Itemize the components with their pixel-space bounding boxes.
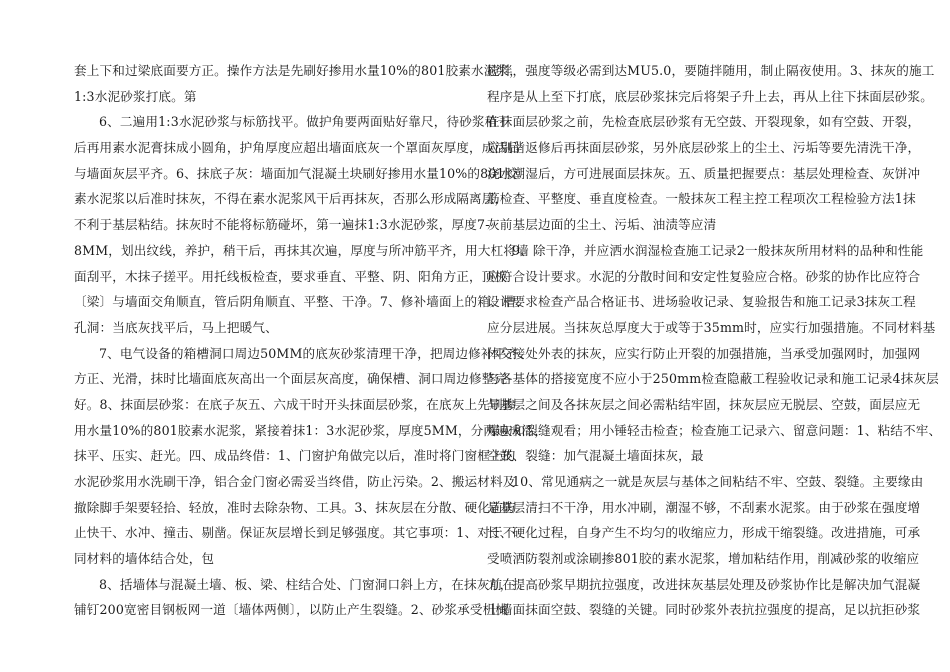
left-text-line: 孔洞：当底灰找平后，马上把暖气、 (74, 319, 278, 335)
left-text-line: 同材料的墙体结合处，包 (74, 551, 215, 567)
right-text-line: 土墙面抹面空鼓、裂缝的关键。同时砂浆外表抗拉强度的提高，足以抗拒砂浆 (487, 602, 921, 618)
right-text-line: 程序是从上至下打底，底层砂浆抹完后将架子升上去，再从上往下抹面层砂浆。 (487, 88, 934, 104)
left-text-line: 抹平、压实、赶光。四、成品终借：1、门窗护角做完以后，准时将门窗框上的 (74, 448, 516, 464)
right-text-line: 9、除干净，并应洒水润湿检查施工记录2一般抹灰所用材料的品种和性能 (512, 242, 924, 258)
left-text-line: 素水泥浆以后准时抹灰，不得在素水泥浆风干后再抹灰，否那么形成隔离层， (74, 191, 508, 207)
left-text-line: 8、括墙体与混凝土墙、板、梁、柱结合处、门窗洞口斜上方，在抹灰前在 (99, 576, 515, 592)
left-text-line: 水泥砂浆用水洗刷干净，铝合金门窗必需妥当终借，防止污染。2、搬运材料及 (74, 474, 516, 489)
left-text-line: 后再用素水泥膏抹成小圆角，护角厚度应超出墙面底灰一个罩面灰厚度，成活后 (74, 140, 521, 156)
right-text-line: 应剔凿返修后再抹面层砂浆，另外底层砂浆上的尘土、污垢等要先清洗干净， (487, 140, 921, 156)
right-text-line: 应分层进展。当抹灰总厚度大于或等于35mm时，应实行加强措施。不同材料基 (487, 319, 936, 335)
right-text-line: 是基层清扫不干净，用水冲刷，潮湿不够，不刮素水泥浆。由于砂浆在强度增 (487, 499, 921, 515)
right-text-line: 与基层之间及各抹灰层之间必需粘结牢固，抹灰层应无脱层、空鼓，面层应无 (487, 396, 921, 412)
left-text-line: 1:3水泥砂浆打底。第 (74, 88, 197, 104)
left-text-line: 好。8、抹面层砂浆：在底子灰五、六成干时开头抹面层砂浆，在底灰上先刷掺 (74, 396, 516, 412)
left-text-line: 6、二遍用1:3水泥砂浆与标筋找平。做护角要两面贴好靠尺，待砂浆稍干 (99, 114, 511, 130)
left-text-line: 面刮平，木抹子搓平。用托线板检查，要求垂直、平整、阴、阳角方正，顶板 (74, 268, 508, 284)
right-text-line: 与各基体的搭接宽度不应小于250mm检查隐蔽工程验收记录和施工记录4抹灰层 (487, 371, 939, 387)
right-text-line: 长、硬化过程，自身产生不均匀的收缩应力，形成干缩裂缝。改进措施，可承 (487, 525, 921, 541)
right-text-column (487, 58, 942, 623)
left-text-line: 套上下和过梁底面要方正。操作方法是先刷好掺用水量10%的801胶素水泥浆， (74, 63, 522, 78)
left-text-line: 与墙面灰层平齐。6、抹底子灰：墙面加气混凝土块刷好掺用水量10%的801胶 (74, 165, 518, 181)
right-text-line: 设计要求检查产品合格证书、进场验收记录、复验报告和施工记录3抹灰工程 (487, 294, 916, 310)
left-text-line: 〔梁〕与墙面交角顺直，管后阴角顺直、平整、干净。7、修补墙面上的箱、槽、 (74, 294, 529, 310)
right-text-line: 空鼓、裂缝：加气混凝土墙面抹灰，最 (487, 448, 704, 464)
left-text-line: 止快干、水冲、撞击、剔凿。保证灰层增长到足够强度。其它事项：1、对于不 (74, 525, 516, 541)
right-text-line: 10、常见通病之一就是灰层与基体之间粘结不牢、空鼓、裂缝。主要缘由 (512, 474, 924, 489)
left-text-line: 7、电气设备的箱槽洞口周边50MM的底灰砂浆清理干净，把周边修补平齐、 (99, 345, 532, 361)
right-text-line: 爆灰和裂缝观看；用小锤轻击检查；检查施工记录六、留意问题：1、粘结不牢、 (487, 422, 942, 438)
right-text-line: 浇水潮湿后，方可进展面层抹灰。五、质量把握要点：基层处理检查、灰饼冲 (487, 165, 921, 181)
right-text-line: 灰前基层边面的尘土、污垢、油渍等应清 (487, 217, 717, 233)
left-text-line: 用水量10%的801胶素水泥浆，紧接着抹1：3水泥砂浆，厚度5MM，分两遍成活， (74, 422, 548, 438)
right-text-line: 在抹面层砂浆之前，先检查底层砂浆有无空鼓、开裂现象，如有空鼓、开裂， (487, 114, 921, 130)
right-text-line: 体交接处外表的抹灰，应实行防止开裂的加强措施，当承受加强网时，加强网 (487, 345, 921, 361)
right-text-line: 搅拌，强度等级必需到达MU5.0，要随拌随用，制止隔夜使用。3、抹灰的施工 (487, 63, 935, 78)
left-text-line: 撤除脚手架要轻拾、轻放，准时去除杂物、工具。3、抹灰层在分散、硬化前防 (74, 499, 516, 515)
left-text-line: 方正、光滑，抹时比墙面底灰高出一个面层灰高度，确保槽、洞口周边修整完 (74, 371, 508, 387)
right-text-line: 应符合设计要求。水泥的分散时间和安定性复验应合格。砂浆的协作比应符合 (487, 268, 921, 284)
right-text-line: 受喷洒防裂剂或涂刷掺801胶的素水泥浆，增加粘结作用，削减砂浆的收缩应 (487, 551, 920, 567)
left-text-column (74, 58, 548, 623)
left-text-line: 不利于基层粘结。抹灰时不能将标筋碰坏，第一遍抹1:3水泥砂浆，厚度7- (74, 217, 490, 233)
left-text-line: 8MM，划出纹线，养护，稍干后，再抹其次遍，厚度与所冲筋平齐，用大杠将墙 (74, 242, 529, 258)
left-text-line: 铺钉200宽密目钢板网一道〔墙体两侧〕，以防止产生裂缝。2、砂浆承受机械 (74, 602, 509, 618)
right-text-line: 力，提高砂浆早期抗拉强度，改进抹灰基层处理及砂浆协作比是解决加气混凝 (487, 576, 921, 592)
right-text-line: 筋检查、平整度、垂直度检查。一般抹灰工程主控工程项次工程检验方法1抹 (487, 191, 916, 207)
